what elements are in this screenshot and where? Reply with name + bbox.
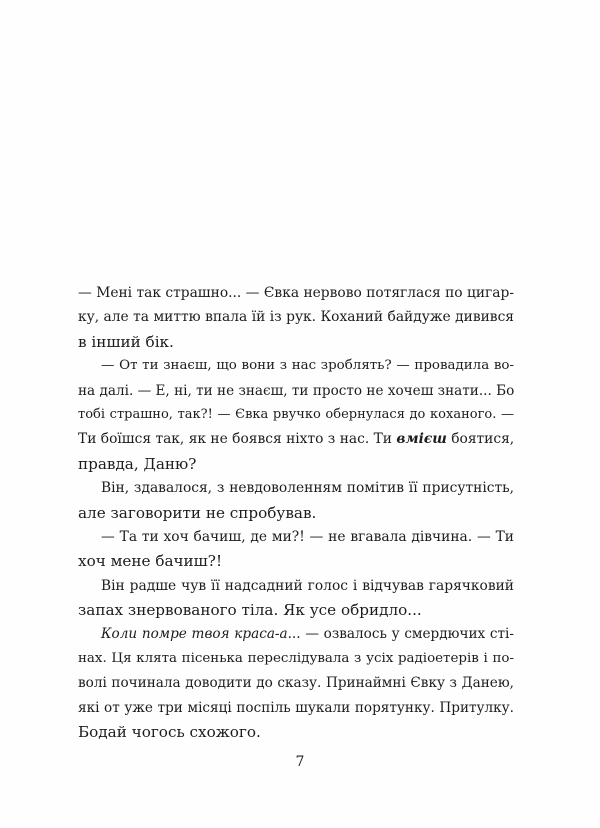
text-line: Бодай чогось схожого.	[78, 723, 261, 742]
text-line: ку, але та миттю впала їй із рук. Коханий байдуже дивився	[78, 309, 514, 326]
text-line	[78, 427, 514, 451]
text-line: — Мені так страшно... — Євка нервово потяглася по цигар-	[78, 285, 514, 301]
text-line: Він, здавалося, з невдоволенням помітив її присутність,	[101, 480, 514, 497]
text-segment: Ти боїшся так, як не боявся ніхто з нас. Ти	[78, 431, 397, 448]
text-line: які от уже три місяці поспіль шукали порятунку. Притулку.	[78, 699, 514, 716]
text-line	[78, 622, 514, 646]
text-segment: боятися,	[446, 431, 515, 448]
text-line: Він радше чув її надсадний голос і відчував гарячковий	[101, 577, 514, 594]
text-line: волі починала доводити до сказу. Принаймні Євку з Данею,	[78, 675, 514, 692]
text-line: але заговорити не спробував.	[78, 503, 317, 522]
text-line: — Та ти хоч бачиш, де ми?! — не вгавала дівчина. — Ти	[101, 528, 514, 545]
italic-song-lyric: Коли помре твоя краса-а...	[101, 626, 301, 643]
text-line: нах. Ця клята пісенька переслідувала з усіх радіоетерів і по-	[78, 650, 514, 666]
text-line: хоч мене бачиш?!	[78, 552, 223, 571]
text-line: тобі страшно, так?! — Євка рвучко обернулася до коханого. —	[78, 406, 514, 422]
emphasized-word: вмієш	[396, 431, 447, 448]
text-line: правда, Даню?	[78, 454, 197, 473]
page-number: 7	[295, 754, 305, 770]
text-line: — От ти знаєш, що вони з нас зроблять? — провадила во-	[101, 358, 514, 374]
text-line: на далі. — Е, ні, ти не знаєш, ти просто не хочеш знати... Бо	[78, 382, 515, 399]
text-segment: — озвалось у смердючих сті-	[300, 626, 514, 643]
text-line: запах знервованого тіла. Як усе обридло...	[78, 601, 422, 620]
body-text	[78, 281, 514, 744]
text-line: в інший бік.	[78, 332, 174, 351]
